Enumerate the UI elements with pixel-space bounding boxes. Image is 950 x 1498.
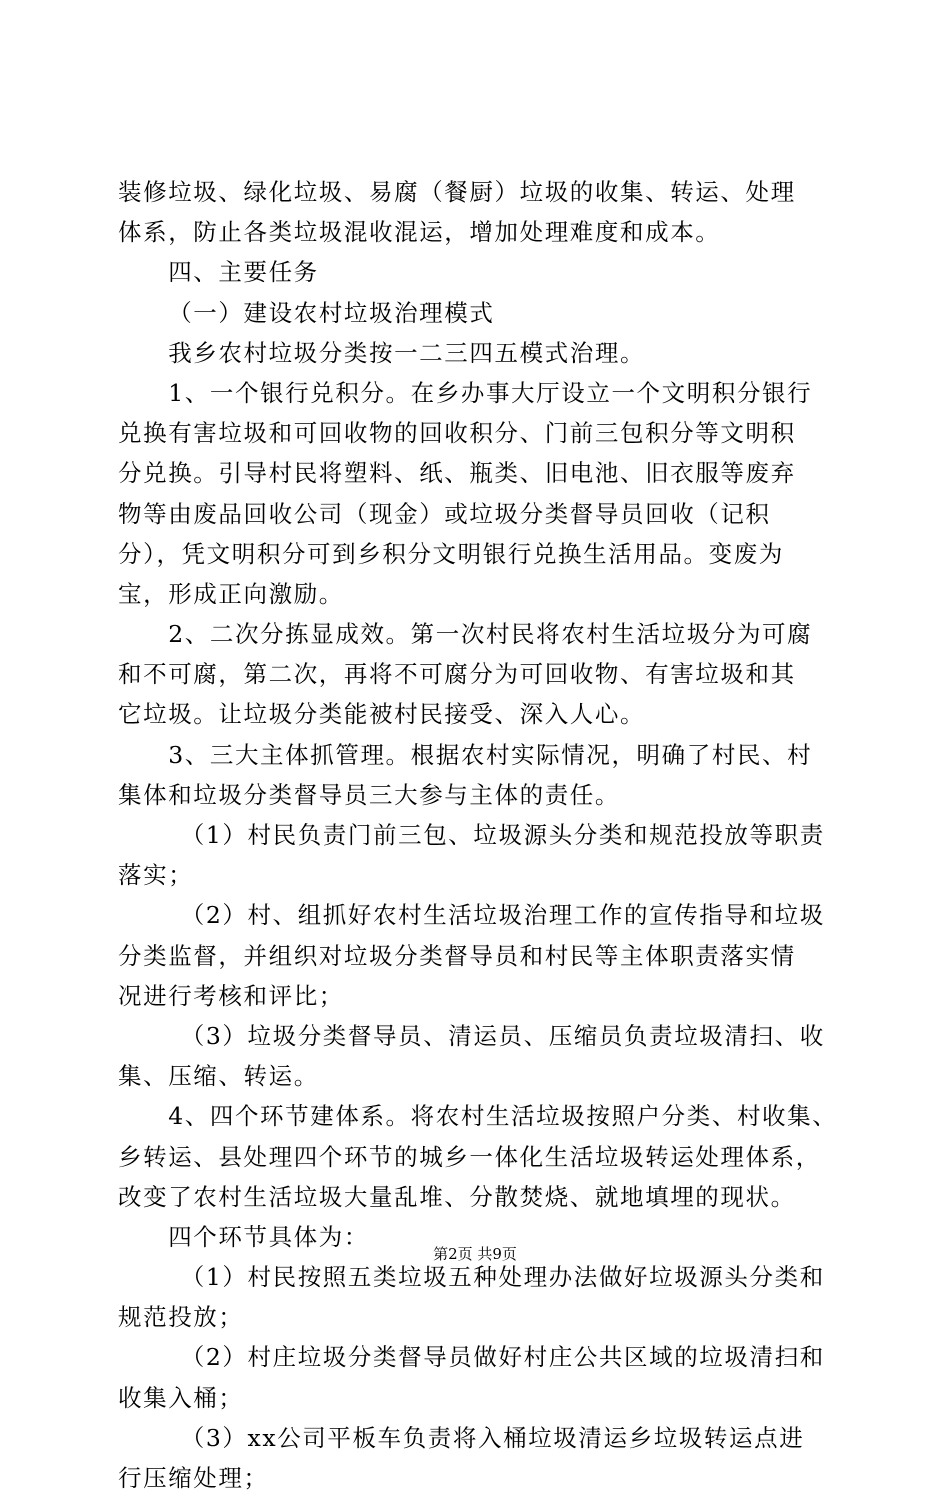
text-line: 行压缩处理； <box>118 1464 269 1492</box>
text-line: （2）村、组抓好农村生活垃圾治理工作的宣传指导和垃圾 <box>180 901 825 930</box>
text-line: （1）村民按照五类垃圾五种处理办法做好垃圾源头分类和 <box>180 1263 825 1292</box>
text-line: 兑换有害垃圾和可回收物的回收积分、门前三包积分等文明积 <box>118 419 796 448</box>
text-line: （3）垃圾分类督导员、清运员、压缩员负责垃圾清扫、收 <box>180 1021 825 1050</box>
document-body <box>118 172 840 1498</box>
text-line: 我乡农村垃圾分类按一二三四五模式治理。 <box>168 338 646 367</box>
page-footer: 第2页 共9页 <box>433 1245 517 1263</box>
text-line: 物等由废品回收公司（现金）或垃圾分类督导员回收（记积 <box>118 499 771 528</box>
text-line: 落实； <box>118 861 194 890</box>
text-line: 集、压缩、转运。 <box>118 1062 319 1091</box>
text-line: 分兑换。引导村民将塑料、纸、瓶类、旧电池、旧衣服等废弃 <box>118 459 796 488</box>
text-line: 况进行考核和评比； <box>118 981 344 1010</box>
text-line: 体系，防止各类垃圾混收混运，增加处理难度和成本。 <box>118 218 721 247</box>
text-line: 1、一个银行兑积分。在乡办事大厅设立一个文明积分银行 <box>168 378 813 407</box>
text-line: 装修垃圾、绿化垃圾、易腐（餐厨）垃圾的收集、转运、处理 <box>118 178 796 206</box>
text-line: 改变了农村生活垃圾大量乱堆、分散焚烧、就地填埋的现状。 <box>118 1182 796 1211</box>
text-line: 分类监督，并组织对垃圾分类督导员和村民等主体职责落实情 <box>118 941 796 970</box>
text-line: 宝，形成正向激励。 <box>118 579 344 608</box>
text-line: 乡转运、县处理四个环节的城乡一体化生活垃圾转运处理体系， <box>118 1142 821 1171</box>
text-line: （3）xx公司平板车负责将入桶垃圾清运乡垃圾转运点进 <box>180 1423 805 1452</box>
text-line: 分），凭文明积分可到乡积分文明银行兑换生活用品。变废为 <box>118 539 784 568</box>
text-line: 四、主要任务 <box>168 258 319 287</box>
text-line: 它垃圾。让垃圾分类能被村民接受、深入人心。 <box>118 700 646 729</box>
text-line: 四个环节具体为： <box>168 1222 369 1251</box>
text-line: 4、四个环节建体系。将农村生活垃圾按照户分类、村收集、 <box>168 1102 838 1131</box>
text-line: 集体和垃圾分类督导员三大参与主体的责任。 <box>118 780 620 809</box>
text-line: 规范投放； <box>118 1303 244 1332</box>
text-line: 收集入桶； <box>118 1383 244 1412</box>
text-line: （1）村民负责门前三包、垃圾源头分类和规范投放等职责 <box>180 821 825 849</box>
text-line: 3、三大主体抓管理。根据农村实际情况，明确了村民、村 <box>168 740 813 769</box>
text-line: 2、二次分拣显成效。第一次村民将农村生活垃圾分为可腐 <box>168 620 813 649</box>
text-line: 和不可腐，第二次，再将不可腐分为可回收物、有害垃圾和其 <box>118 660 796 689</box>
text-line: （2）村庄垃圾分类督导员做好村庄公共区域的垃圾清扫和 <box>180 1343 825 1372</box>
text-line: （一）建设农村垃圾治理模式 <box>168 298 495 327</box>
